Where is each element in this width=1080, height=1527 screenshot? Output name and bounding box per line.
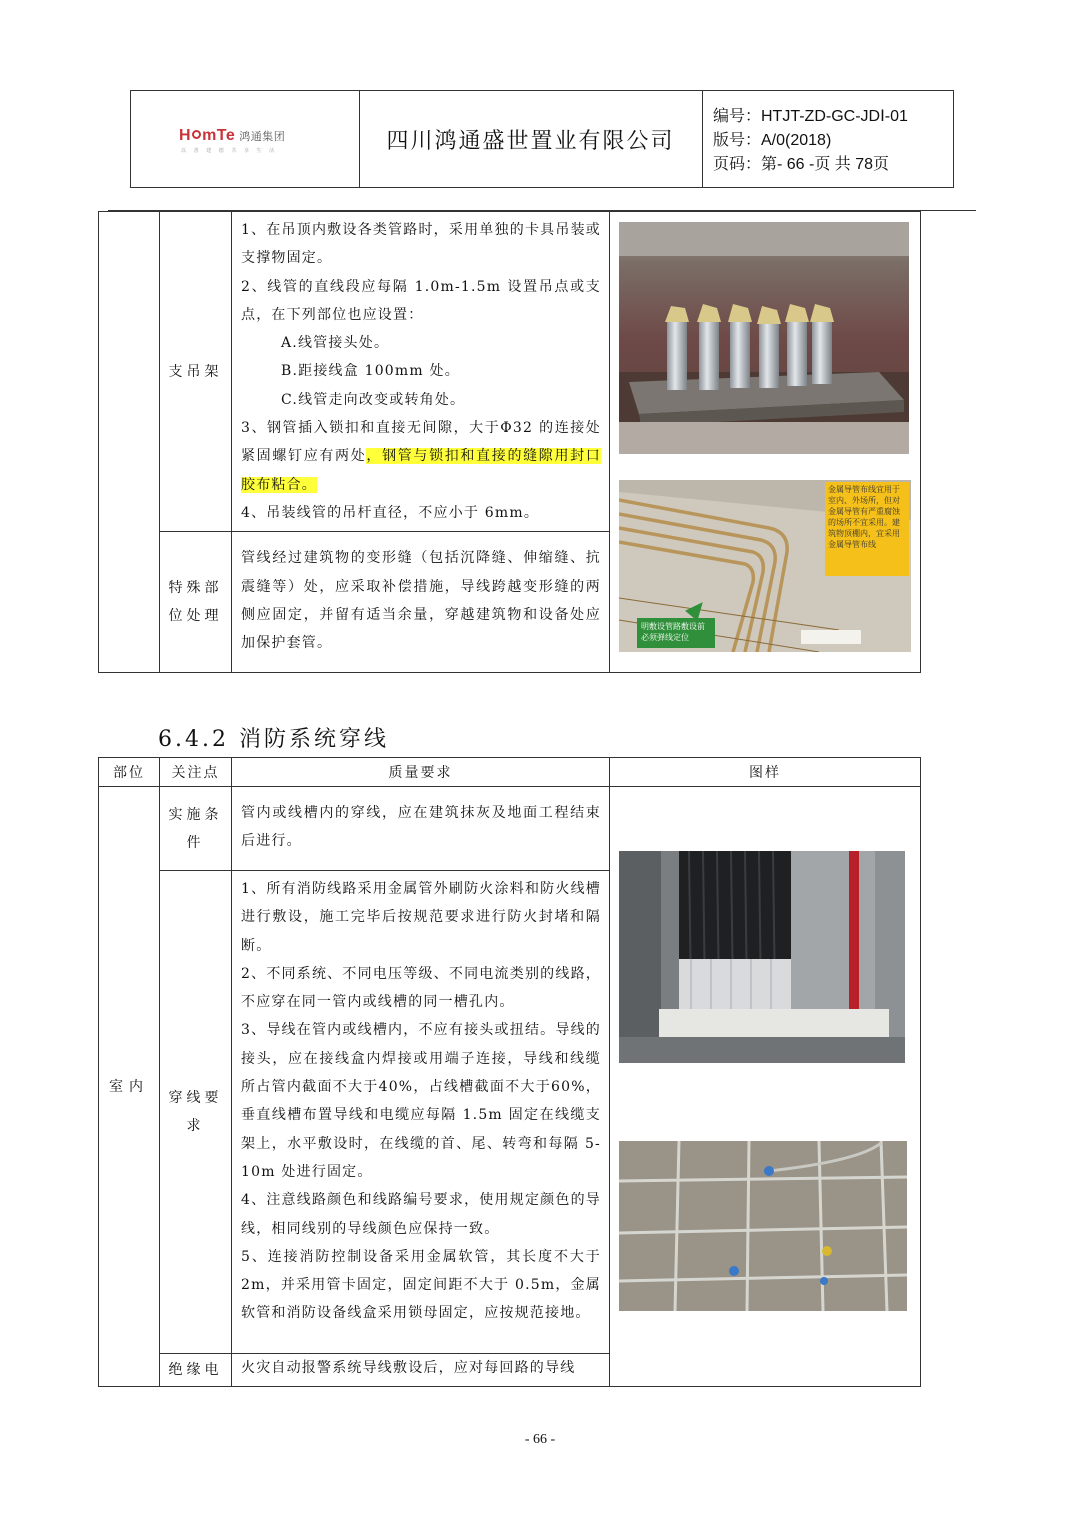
company-logo: [179, 127, 285, 154]
focus-label: 支吊架: [160, 212, 232, 532]
photo-note: 金属导管布线宜用于室内、外场所，但对金属导管有严重腐蚀的场所不宜采用。建筑物顶棚内，宜采用金属导管布线: [825, 482, 909, 576]
conduit-photo: [619, 222, 909, 454]
page-number: - 66 -: [524, 1432, 556, 1447]
logo-wordmark: H mTe 鸿通集团: [179, 127, 286, 144]
column-header: 质量要求: [232, 758, 610, 787]
focus-label: 绝缘电: [160, 1354, 232, 1387]
area-cell: [99, 212, 160, 673]
logo-cell: [131, 91, 360, 187]
page-info: 页码：第- 66 -页 共 78页: [713, 156, 890, 173]
table-fire-wiring: [98, 757, 921, 1387]
table-row: [99, 212, 921, 532]
requirement-text: 管线经过建筑物的变形缝（包括沉降缝、伸缩缝、抗震缝等）处，应采取补偿措施，导线跨越变形缝的两侧应固定，并留有适当余量，穿越建筑物和设备处应加保护套管。: [232, 532, 610, 673]
ceiling-conduit-photo: [619, 1141, 907, 1311]
photo-callout: 明敷设管路敷设前必须弹线定位: [637, 618, 715, 648]
cable-tray-photo: [619, 851, 905, 1063]
doc-number: 编号：HTJT-ZD-GC-JDⅠ-01: [713, 108, 908, 125]
focus-label: 特殊部位处理: [160, 532, 232, 673]
image-cell: [610, 787, 921, 1387]
requirement-text: 1、在吊顶内敷设各类管路时，采用单独的卡具吊装或支撑物固定。 2、线管的直线段应每隔 1.0m-1.5m 设置吊点或支点，在下列部位也应设置： A.线管接头处。 B.距接线盒 100mm 处。 C.线管走向改变或转角处。 3、钢管插入锁扣和直接无间隙，大于Φ32 的连接处紧固螺钉应有两处，钢管与锁扣和直接的缝隙用封口胶布粘合。 4、吊装线管的吊杆直径，不应小于 6mm。: [232, 212, 610, 532]
table-row: [99, 787, 921, 871]
table-header-row: [99, 758, 921, 787]
column-header: 部位: [99, 758, 160, 787]
column-header: 图样: [610, 758, 921, 787]
surface-conduit-photo: [619, 480, 911, 652]
logo-tagline: 以 善 建 德 共 享 生 活: [181, 148, 278, 154]
focus-label: 穿线要求: [160, 871, 232, 1354]
focus-label: 实施条件: [160, 787, 232, 871]
doc-info: [703, 91, 953, 187]
document-header: [130, 90, 954, 188]
requirement-text: 火灾自动报警系统导线敷设后，应对每回路的导线: [232, 1354, 610, 1387]
requirement-text: 1、所有消防线路采用金属管外刷防火涂料和防火线槽进行敷设，施工完毕后按规范要求进行防火封堵和隔断。 2、不同系统、不同电压等级、不同电流类别的线路，不应穿在同一管内或线槽的同一槽孔内。 3、导线在管内或线槽内，不应有接头或扭结。导线的接头，应在接线盒内焊接或用端子连接，导线和线缆所占管内截面不大于40%，占线槽截面不大于60%，垂直线槽布置导线和电缆应每隔 1.5m 固定在线缆支架上，水平敷设时，在线缆的首、尾、转弯和每隔 5-10m 处进行固定。 4、注意线路颜色和线路编号要求，使用规定颜色的导线，相同线别的导线颜色应保持一致。 5、连接消防控制设备采用金属软管，其长度不大于 2m，并采用管卡固定，固定间距不大于 0.5m，金属软管和消防设备线盒采用锁母固定，应按规范接地。: [232, 871, 610, 1354]
table-conduit-continued: [98, 211, 921, 673]
doc-version: 版号：A/0(2018): [713, 132, 832, 149]
requirement-text: 管内或线槽内的穿线，应在建筑抹灰及地面工程结束后进行。: [232, 787, 610, 871]
image-cell: [610, 212, 921, 673]
highlighted-text: ，钢管与锁扣和直接的缝隙用封口胶布粘合。: [241, 448, 602, 493]
section-title: 6.4.2 消防系统穿线: [158, 727, 389, 752]
area-cell: 室内: [99, 787, 160, 1387]
column-header: 关注点: [160, 758, 232, 787]
company-name: 四川鸿通盛世置业有限公司: [359, 91, 703, 187]
